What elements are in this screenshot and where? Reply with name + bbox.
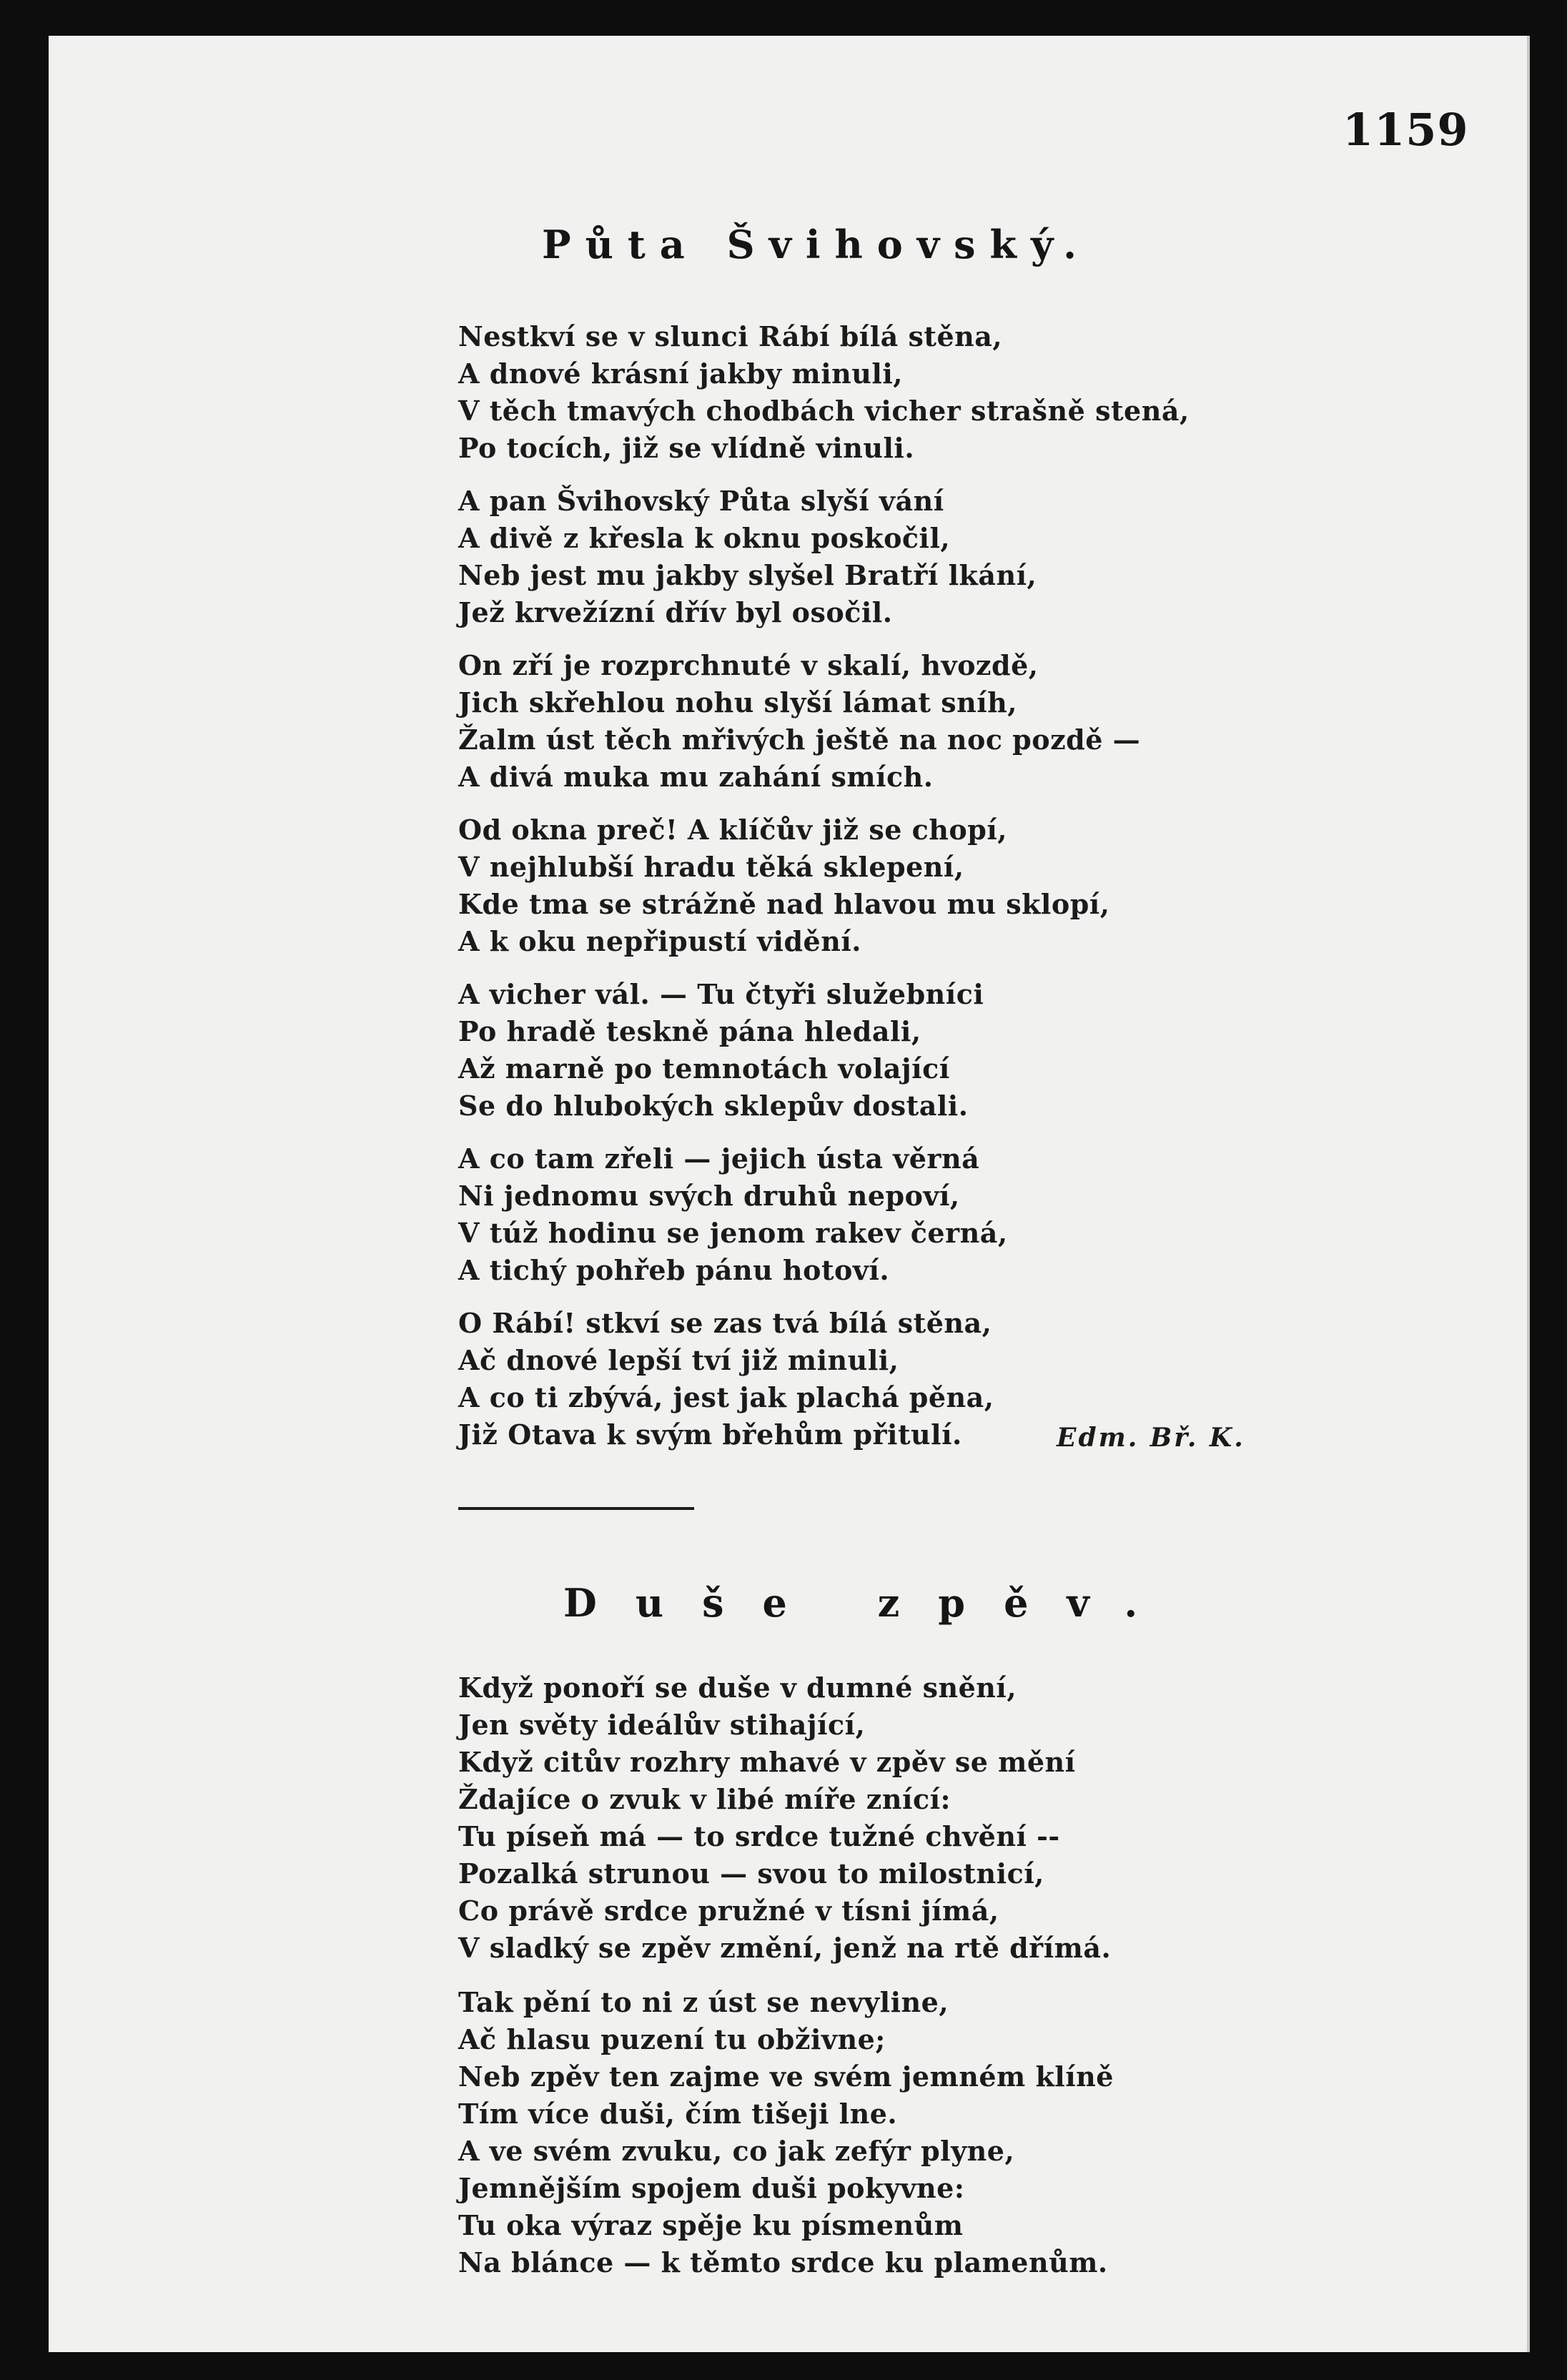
verse-line: Jemnějším spojem duši pokyvne:: [458, 2172, 965, 2204]
verse-line: V těch tmavých chodbách vicher strašně stená,: [458, 395, 1190, 427]
verse-line: Až marně po temnotách volající: [458, 1052, 950, 1085]
verse-line: A tichý pohřeb pánu hotoví.: [458, 1254, 890, 1286]
poem-title-puta-svihovsky: Půta Švihovský.: [542, 222, 1091, 267]
verse-line: A ve svém zvuku, co jak zefýr plyne,: [458, 2135, 1015, 2167]
verse-line: Se do hlubokých sklepův dostali.: [458, 1090, 969, 1122]
verse-line: A divá muka mu zahání smích.: [458, 761, 934, 793]
verse-line: Tak pění to ni z úst se nevyline,: [458, 1986, 949, 2018]
poem-1-stanza-2: [458, 483, 1037, 631]
section-divider: [458, 1507, 694, 1510]
verse-line: Tu oka výraz spěje ku písmenům: [458, 2209, 964, 2241]
verse-line: Jen světy ideálův stihající,: [458, 1709, 866, 1741]
verse-line: Žalm úst těch mřivých ještě na noc pozdě —: [458, 724, 1141, 756]
verse-line: V túž hodinu se jenom rakev černá,: [458, 1217, 1008, 1249]
verse-line: Již Otava k svým břehům přitulí.: [458, 1418, 962, 1451]
verse-line: Co právě srdce pružné v tísni jímá,: [458, 1895, 999, 1927]
poem-1-stanza-7: [458, 1305, 994, 1453]
verse-line: Když citův rozhry mhavé v zpěv se mění: [458, 1746, 1076, 1778]
verse-line: A pan Švihovský Půta slyší vání: [458, 485, 944, 517]
poem-2-stanza-1: [458, 1669, 1111, 1967]
page-number: 1159: [1343, 104, 1469, 156]
page-edge-shadow: [1527, 36, 1530, 2352]
verse-line: Jich skřehlou nohu slyší lámat sníh,: [458, 686, 1018, 719]
verse-line: O Rábí! stkví se zas tvá bílá stěna,: [458, 1307, 992, 1339]
verse-line: Když ponoří se duše v dumné snění,: [458, 1672, 1017, 1704]
verse-line: On zří je rozprchnuté v skalí, hvozdě,: [458, 649, 1039, 681]
verse-line: Po tocích, již se vlídně vinuli.: [458, 432, 915, 464]
verse-line: Tím více duši, čím tišeji lne.: [458, 2098, 898, 2130]
verse-line: A co tam zřeli — jejich ústa věrná: [458, 1142, 980, 1175]
poem-1-stanza-6: [458, 1140, 1008, 1289]
verse-line: A divě z křesla k oknu poskočil,: [458, 522, 951, 554]
verse-line: Od okna preč! A klíčův již se chopí,: [458, 814, 1007, 846]
verse-line: Neb jest mu jakby slyšel Bratří lkání,: [458, 559, 1037, 591]
author-signature: Edm. Bř. K.: [1057, 1423, 1245, 1453]
poem-1-stanza-5: [458, 976, 984, 1125]
verse-line: A co ti zbývá, jest jak plachá pěna,: [458, 1381, 994, 1413]
verse-line: Jež krvežízní dřív byl osočil.: [458, 596, 893, 628]
verse-line: Tu píseň má — to srdce tužné chvění --: [458, 1820, 1060, 1852]
verse-line: V nejhlubší hradu těká sklepení,: [458, 851, 964, 883]
verse-line: V sladký se zpěv změní, jenž na rtě dřímá.: [458, 1932, 1112, 1964]
verse-line: Ač dnové lepší tví již minuli,: [458, 1344, 899, 1376]
poem-1-stanza-3: [458, 647, 1140, 796]
verse-line: A k oku nepřipustí vidění.: [458, 925, 861, 957]
poem-title-duse-zpev: Duše zpěv.: [563, 1580, 1177, 1626]
verse-line: Na blánce — k těmto srdce ku plamenům.: [458, 2246, 1108, 2278]
poem-2-stanza-2: [458, 1984, 1114, 2281]
verse-line: A vicher vál. — Tu čtyři služebníci: [458, 978, 984, 1010]
verse-line: Po hradě teskně pána hledali,: [458, 1015, 921, 1047]
book-page: [49, 36, 1530, 2352]
verse-line: Ždajíce o zvuk v libé míře znící:: [458, 1783, 951, 1815]
poem-1-stanza-4: [458, 811, 1109, 960]
verse-line: Ač hlasu puzení tu obživne;: [458, 2023, 886, 2055]
verse-line: Neb zpěv ten zajme ve svém jemném klíně: [458, 2060, 1114, 2093]
poem-1-stanza-1: [458, 318, 1190, 467]
verse-line: A dnové krásní jakby minuli,: [458, 357, 903, 390]
verse-line: Pozalká strunou — svou to milostnicí,: [458, 1857, 1044, 1890]
verse-line: Nestkví se v slunci Rábí bílá stěna,: [458, 320, 1003, 352]
verse-line: Kde tma se strážně nad hlavou mu sklopí,: [458, 888, 1110, 920]
verse-line: Ni jednomu svých druhů nepoví,: [458, 1180, 960, 1212]
